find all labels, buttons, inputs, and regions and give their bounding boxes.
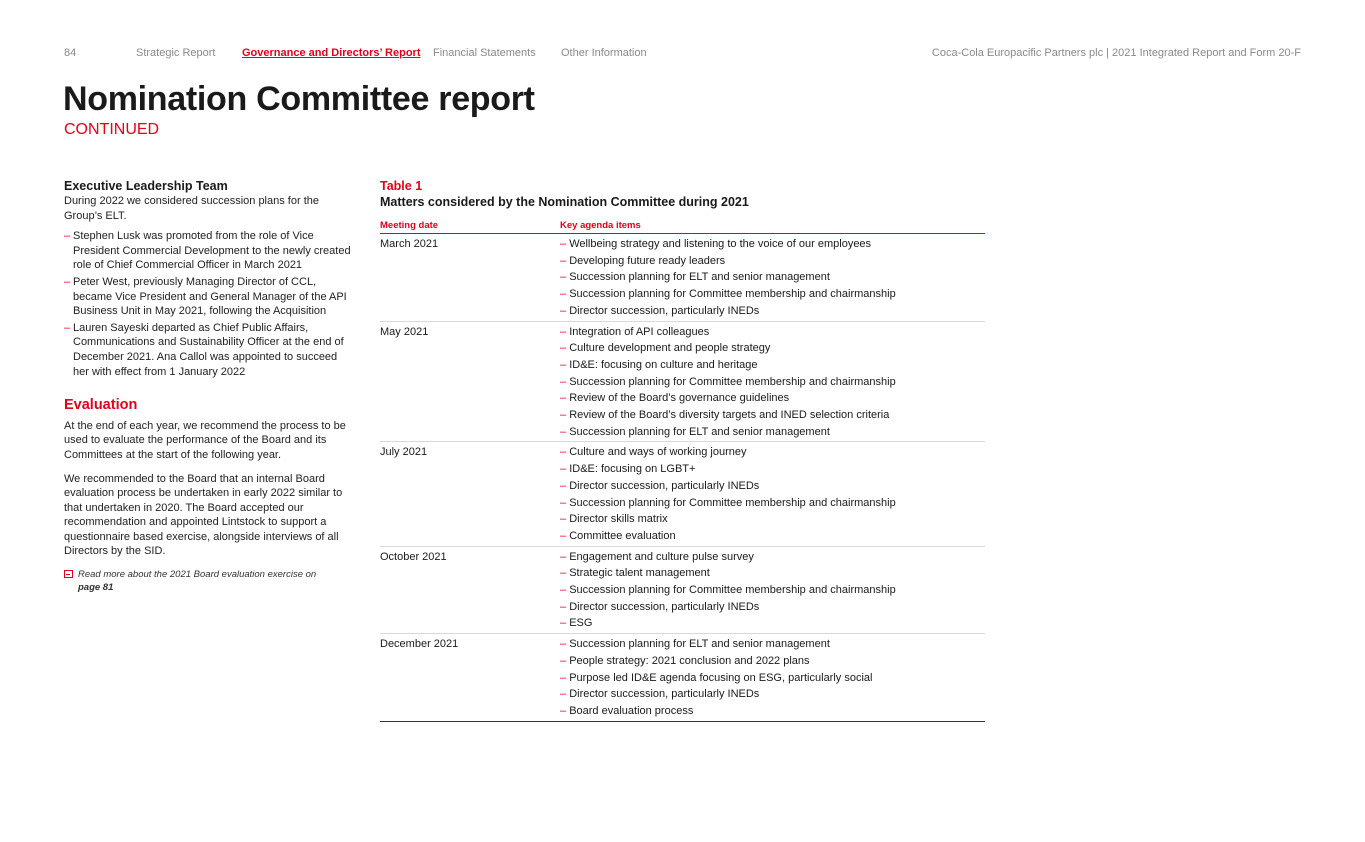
- agenda-items-list: [560, 324, 985, 441]
- agenda-item: – People strategy: 2021 conclusion and 2022 plans: [560, 654, 810, 667]
- agenda-item: – Board evaluation process: [560, 704, 694, 717]
- dash-marker: –: [64, 321, 71, 334]
- agenda-item: – ID&E: focusing on LGBT+: [560, 463, 696, 476]
- dash-marker: –: [560, 325, 567, 338]
- agenda-item: – Review of the Board’s diversity targets and INED selection criteria: [560, 409, 890, 422]
- agenda-item: – Purpose led ID&E agenda focusing on ESG, particularly social: [560, 671, 873, 684]
- agenda-item: – Succession planning for ELT and senior management: [560, 425, 830, 438]
- agenda-items-list: [560, 236, 985, 320]
- agenda-item: – Director succession, particularly INEDs: [560, 600, 760, 613]
- dash-marker: –: [560, 688, 567, 701]
- agenda-item: – Integration of API colleagues: [560, 325, 710, 338]
- dash-marker: –: [560, 375, 567, 388]
- dash-marker: –: [64, 275, 71, 288]
- dash-marker: –: [64, 230, 71, 243]
- list-item: – Lauren Sayeski departed as Chief Public Affairs, Communications and Sustainability Officer at the end of December 2021. Ana Callol was appointed to succeed her with effect from 1 January 2022: [64, 321, 344, 378]
- evaluation-heading: Evaluation: [64, 397, 138, 414]
- agenda-item: – Developing future ready leaders: [560, 254, 726, 267]
- meeting-date: July 2021: [380, 446, 428, 459]
- dash-marker: –: [560, 513, 567, 526]
- agenda-item: – Review of the Board’s governance guidelines: [560, 392, 790, 405]
- agenda-item: – Engagement and culture pulse survey: [560, 550, 754, 563]
- agenda-item: – Succession planning for Committee membership and chairmanship: [560, 584, 896, 597]
- dash-marker: –: [560, 704, 567, 717]
- dash-marker: –: [560, 463, 567, 476]
- nav-link-other-information[interactable]: Other Information: [561, 47, 647, 59]
- document-title: Coca-Cola Europacific Partners plc | 2021 Integrated Report and Form 20-F: [931, 47, 1301, 59]
- evaluation-paragraph-1: At the end of each year, we recommend the process to be used to evaluate the performance of the Board and its Committees at the start of the following year.: [64, 419, 346, 461]
- top-navigation: [64, 47, 1301, 61]
- dash-marker: –: [560, 358, 567, 371]
- column-header-items: Key agenda items: [560, 220, 641, 231]
- evaluation-paragraph-2: We recommended to the Board that an internal Board evaluation process be undertaken in early 2022 similar to that undertaken in 2020. The Board accepted our recommendation and appointed Lintstock to support a questionnaire based exercise, alongside interviews of all Directors by the SID.: [64, 472, 343, 558]
- agenda-items-list: [560, 444, 985, 544]
- dash-marker: –: [560, 567, 567, 580]
- table-caption: Matters considered by the Nomination Committee during 2021: [380, 195, 749, 209]
- agenda-item: – Succession planning for Committee membership and chairmanship: [560, 496, 896, 509]
- nav-link-governance-active[interactable]: Governance and Directors’ Report: [242, 47, 421, 59]
- dash-marker: –: [560, 496, 567, 509]
- table-row: [380, 234, 985, 322]
- dash-marker: –: [560, 304, 567, 317]
- table-row: [380, 547, 985, 635]
- elt-heading: Executive Leadership Team: [64, 179, 228, 193]
- agenda-item: – Director succession, particularly INEDs: [560, 479, 760, 492]
- dash-marker: –: [560, 271, 567, 284]
- dash-marker: –: [560, 238, 567, 250]
- list-item: – Peter West, previously Managing Director of CCL, became Vice President and General Manager of the API Business Unit in May 2021, following the Acquisition: [64, 275, 347, 318]
- table-row: [380, 634, 985, 722]
- dash-marker: –: [560, 342, 567, 355]
- meeting-date: March 2021: [380, 238, 439, 250]
- dash-marker: –: [560, 479, 567, 492]
- left-column: [64, 179, 356, 594]
- dash-marker: –: [560, 654, 567, 667]
- table-row: [380, 442, 985, 546]
- agenda-item: – Director skills matrix: [560, 513, 668, 526]
- page-title: Nomination Committee report: [63, 80, 535, 118]
- read-more-link[interactable]: Read more about the 2021 Board evaluation exercise on page 81: [64, 568, 356, 594]
- agenda-item: – Committee evaluation: [560, 529, 676, 542]
- table-body: [380, 234, 985, 722]
- dash-marker: –: [560, 529, 567, 542]
- dash-marker: –: [560, 392, 567, 405]
- meeting-date: October 2021: [380, 550, 447, 563]
- agenda-item: – Culture development and people strategy: [560, 342, 771, 355]
- agenda-item: – Succession planning for ELT and senior management: [560, 271, 830, 284]
- dash-marker: –: [560, 671, 567, 684]
- agenda-table: [380, 179, 985, 722]
- agenda-items-list: [560, 636, 985, 720]
- dash-marker: –: [560, 425, 567, 438]
- dash-marker: –: [560, 600, 567, 613]
- agenda-item: – Succession planning for ELT and senior management: [560, 638, 830, 651]
- agenda-item: – Succession planning for Committee membership and chairmanship: [560, 375, 896, 388]
- agenda-item: – ID&E: focusing on culture and heritage: [560, 358, 758, 371]
- table-row: [380, 322, 985, 443]
- dash-marker: –: [560, 638, 567, 651]
- agenda-item: – Director succession, particularly INEDs: [560, 688, 760, 701]
- dash-marker: –: [560, 550, 567, 563]
- read-more-page: page 81: [78, 582, 114, 594]
- page-number: 84: [64, 47, 77, 59]
- agenda-item: – Strategic talent management: [560, 567, 710, 580]
- elt-bullet-list: [64, 229, 356, 379]
- agenda-items-list: [560, 549, 985, 633]
- dash-marker: –: [560, 446, 567, 459]
- table-header: [380, 217, 985, 234]
- page-subtitle: CONTINUED: [64, 121, 160, 138]
- meeting-date: December 2021: [380, 638, 459, 651]
- table-label: Table 1: [380, 179, 423, 193]
- list-item: – Stephen Lusk was promoted from the role of Vice President Commercial Development to the newly created role of Chief Commercial Officer in March 2021: [64, 230, 351, 272]
- read-more-icon: [64, 570, 73, 578]
- meeting-date: May 2021: [380, 325, 429, 338]
- elt-intro: During 2022 we considered succession plans for the Group’s ELT.: [64, 195, 319, 222]
- nav-link-strategic-report[interactable]: Strategic Report: [136, 47, 216, 59]
- dash-marker: –: [560, 617, 567, 630]
- column-header-date: Meeting date: [380, 220, 439, 231]
- dash-marker: –: [560, 584, 567, 597]
- agenda-item: – Culture and ways of working journey: [560, 446, 747, 459]
- agenda-item: – Succession planning for Committee membership and chairmanship: [560, 288, 896, 301]
- dash-marker: –: [560, 288, 567, 301]
- dash-marker: –: [560, 254, 567, 267]
- agenda-item: – Wellbeing strategy and listening to the voice of our employees: [560, 238, 872, 250]
- nav-link-financial-statements[interactable]: Financial Statements: [433, 47, 536, 59]
- agenda-item: – Director succession, particularly INEDs: [560, 304, 760, 317]
- dash-marker: –: [560, 409, 567, 422]
- agenda-item: – ESG: [560, 617, 593, 630]
